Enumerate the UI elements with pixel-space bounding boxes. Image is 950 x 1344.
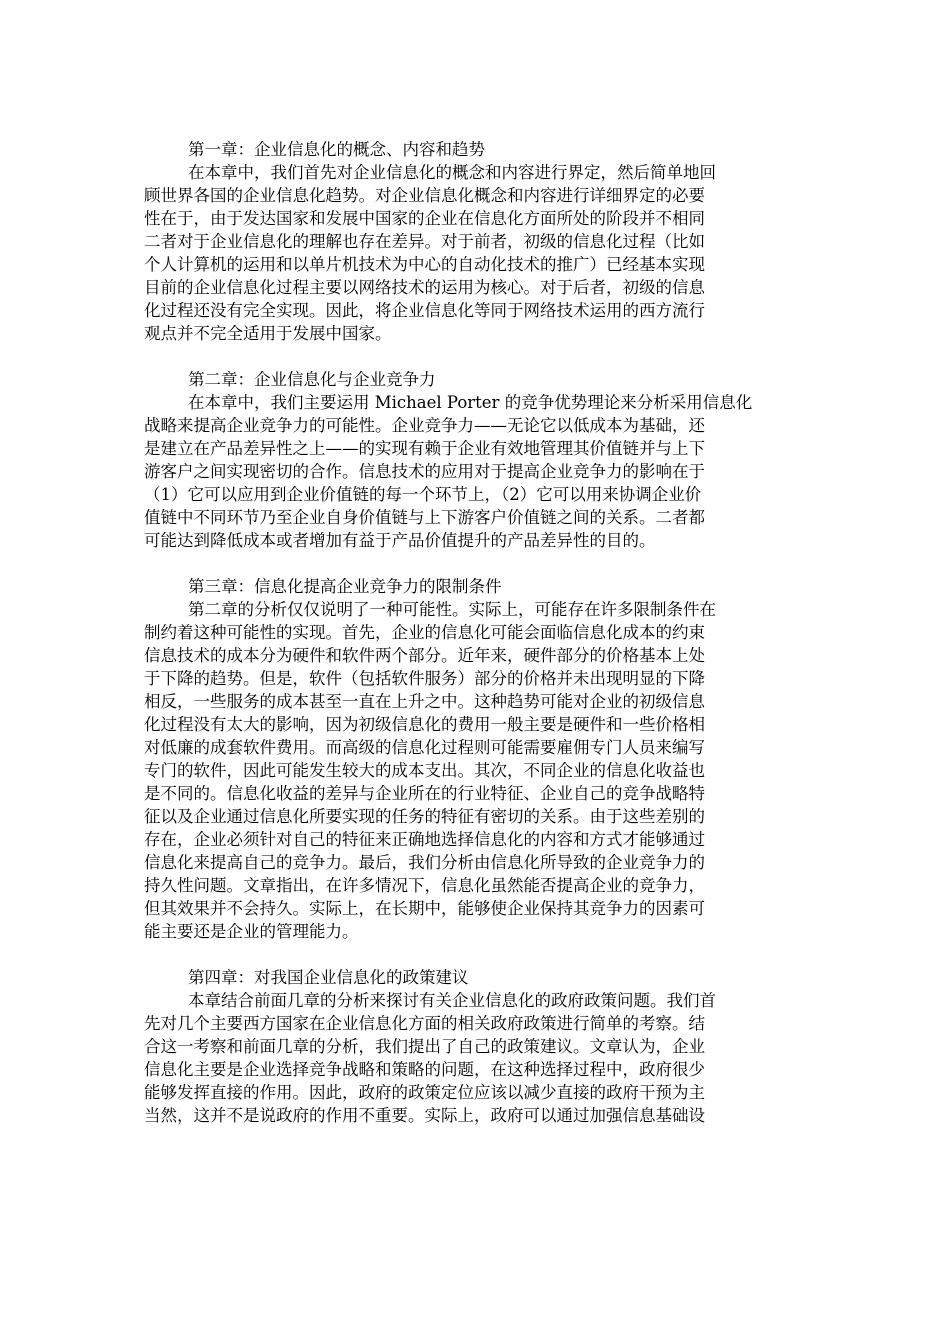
paragraph-line: 对低廉的成套软件费用。而高级的信息化过程则可能需要雇佣专门人员来编写 — [144, 738, 705, 757]
document-page — [144, 138, 806, 1150]
paragraph-line: 值链中不同环节乃至企业自身价值链与上下游客户价值链之间的关系。二者都 — [144, 508, 705, 527]
paragraph-line: 目前的企业信息化过程主要以网络技术的运用为核心。对于后者，初级的信息 — [144, 278, 705, 297]
paragraph-line: 信息化来提高自己的竞争力。最后，我们分析由信息化所导致的企业竞争力的 — [144, 853, 705, 872]
paragraph-line: 信息化主要是企业选择竞争战略和策略的问题，在这种选择过程中，政府很少 — [144, 1060, 705, 1079]
paragraph-line: 存在，企业必须针对自己的特征来正确地选择信息化的内容和方式才能够通过 — [144, 830, 705, 849]
paragraph-line: 征以及企业通过信息化所要实现的任务的特征有密切的关系。由于这些差别的 — [144, 807, 705, 826]
paragraph-line: 是建立在产品差异性之上——的实现有赖于企业有效地管理其价值链并与上下 — [144, 439, 705, 458]
paragraph-line: 第二章的分析仅仅说明了一种可能性。实际上，可能存在许多限制条件在 — [188, 600, 716, 619]
chapter-2 — [144, 368, 806, 552]
paragraph-line: 在本章中，我们首先对企业信息化的概念和内容进行界定，然后简单地回 — [188, 163, 716, 182]
chapter-3 — [144, 575, 806, 943]
paragraph-line: 专门的软件，因此可能发生较大的成本支出。其次，不同企业的信息化收益也 — [144, 761, 705, 780]
chapter-heading: 第二章：企业信息化与企业竞争力 — [188, 370, 436, 389]
chapter-1 — [144, 138, 806, 345]
paragraph-line: 能够发挥直接的作用。因此，政府的政策定位应该以减少直接的政府干预为主 — [144, 1083, 705, 1102]
paragraph-line: 化过程没有太大的影响，因为初级信息化的费用一般主要是硬件和一些价格相 — [144, 715, 705, 734]
paragraph-line: 观点并不完全适用于发展中国家。 — [144, 324, 392, 343]
paragraph-line: 战略来提高企业竞争力的可能性。企业竞争力——无论它以低成本为基础，还 — [144, 416, 705, 435]
paragraph-line: 能主要还是企业的管理能力。 — [144, 922, 359, 941]
paragraph-line: 个人计算机的运用和以单片机技术为中心的自动化技术的推广）已经基本实现 — [144, 255, 705, 274]
paragraph-line: 性在于，由于发达国家和发展中国家的企业在信息化方面所处的阶段并不相同 — [144, 209, 705, 228]
paragraph-line: 化过程还没有完全实现。因此，将企业信息化等同于网络技术运用的西方流行 — [144, 301, 705, 320]
paragraph-line: 可能达到降低成本或者增加有益于产品价值提升的产品差异性的目的。 — [144, 531, 656, 550]
paragraph-line: （1）它可以应用到企业价值链的每一个环节上，（2）它可以用来协调企业价 — [144, 485, 702, 504]
paragraph-line: 于下降的趋势。但是，软件（包括软件服务）部分的价格并未出现明显的下降 — [144, 669, 705, 688]
paragraph-line: 持久性问题。文章指出，在许多情况下，信息化虽然能否提高企业的竞争力， — [144, 876, 705, 895]
paragraph-line: 当然，这并不是说政府的作用不重要。实际上，政府可以通过加强信息基础设 — [144, 1106, 705, 1125]
paragraph-line: 游客户之间实现密切的合作。信息技术的应用对于提高企业竞争力的影响在于 — [144, 462, 705, 481]
chapter-heading: 第一章：企业信息化的概念、内容和趋势 — [188, 140, 485, 159]
paragraph-line: 是不同的。信息化收益的差异与企业所在的行业特征、企业自己的竞争战略特 — [144, 784, 705, 803]
paragraph-line: 顾世界各国的企业信息化趋势。对企业信息化概念和内容进行详细界定的必要 — [144, 186, 705, 205]
chapter-4 — [144, 966, 806, 1127]
chapter-heading: 第四章：对我国企业信息化的政策建议 — [188, 968, 469, 987]
chapter-heading: 第三章：信息化提高企业竞争力的限制条件 — [188, 577, 502, 596]
paragraph-line: 制约着这种可能性的实现。首先，企业的信息化可能会面临信息化成本的约束 — [144, 623, 705, 642]
paragraph-line: 本章结合前面几章的分析来探讨有关企业信息化的政府政策问题。我们首 — [188, 991, 716, 1010]
paragraph-line: 相反，一些服务的成本甚至一直在上升之中。这种趋势可能对企业的初级信息 — [144, 692, 705, 711]
paragraph-line: 信息技术的成本分为硬件和软件两个部分。近年来，硬件部分的价格基本上处 — [144, 646, 705, 665]
paragraph-line: 合这一考察和前面几章的分析，我们提出了自己的政策建议。文章认为，企业 — [144, 1037, 705, 1056]
paragraph-line: 先对几个主要西方国家在企业信息化方面的相关政府政策进行简单的考察。结 — [144, 1014, 705, 1033]
paragraph-line: 但其效果并不会持久。实际上，在长期中，能够使企业保持其竞争力的因素可 — [144, 899, 705, 918]
paragraph-line: 在本章中，我们主要运用 Michael Porter 的竞争优势理论来分析采用信息化 — [188, 393, 753, 412]
paragraph-line: 二者对于企业信息化的理解也存在差异。对于前者，初级的信息化过程（比如 — [144, 232, 705, 251]
